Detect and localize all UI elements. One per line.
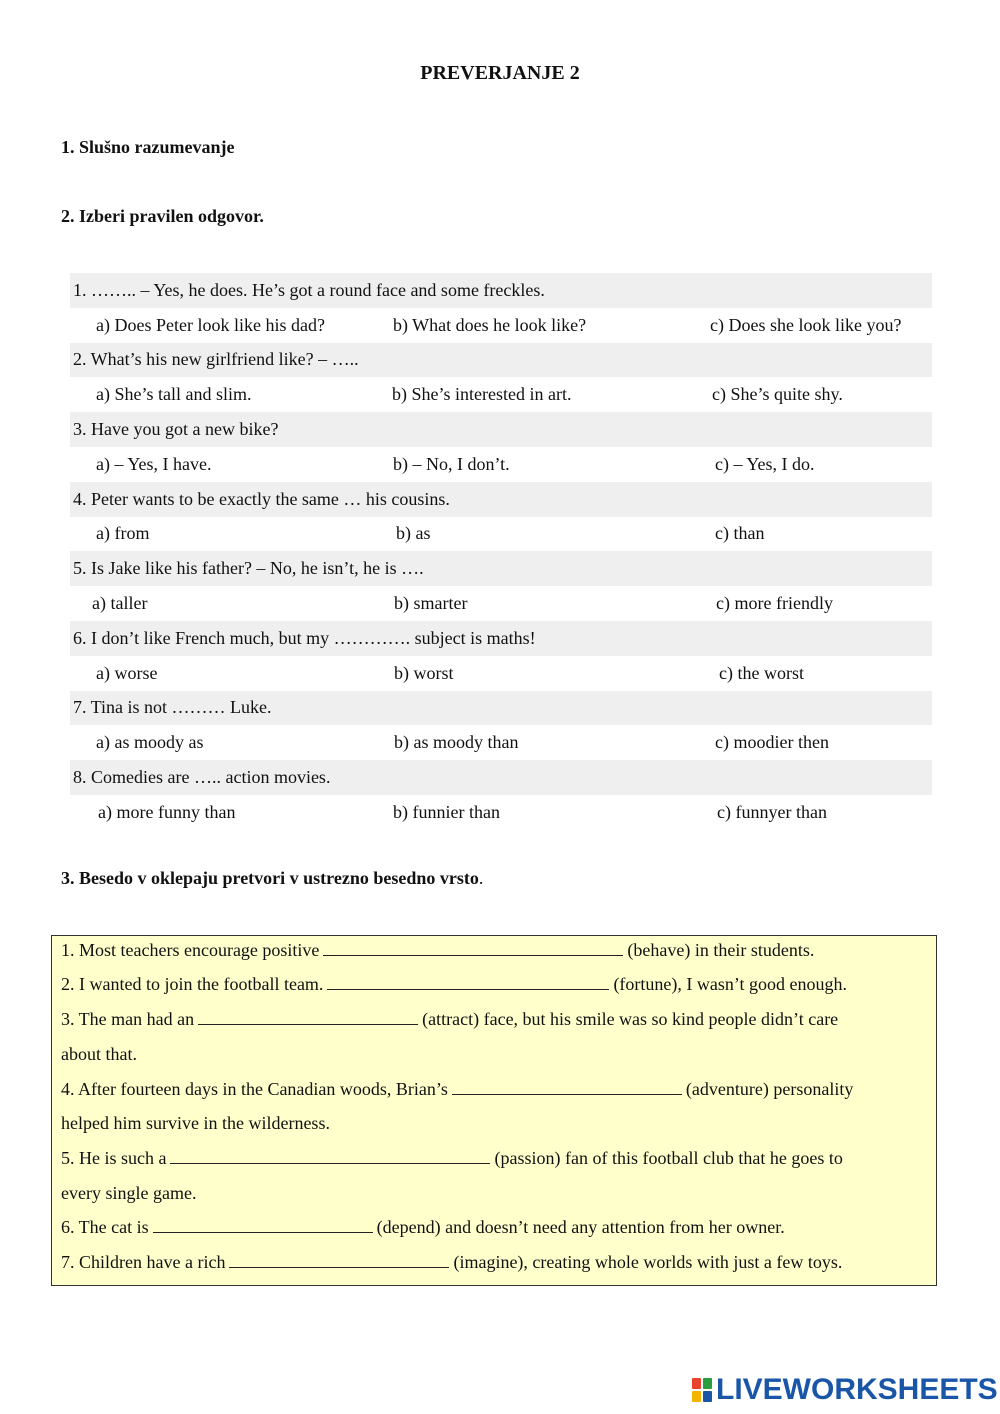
fill-line: [61, 1044, 137, 1065]
option-c[interactable]: c) than: [715, 523, 765, 544]
question-text: 1. …….. – Yes, he does. He’s got a round face and some freckles.: [73, 279, 545, 300]
option-b[interactable]: b) – No, I don’t.: [393, 453, 510, 474]
answer-row: [70, 795, 932, 830]
page-title: PREVERJANJE 2: [420, 62, 580, 84]
answer-row: [70, 586, 932, 621]
fill-line: [61, 1009, 838, 1030]
option-c[interactable]: c) Does she look like you?: [710, 314, 902, 335]
line-text: 3. The man had an: [61, 1009, 195, 1029]
fill-line: [61, 1252, 842, 1273]
fill-line: [61, 1217, 785, 1238]
fill-line: [61, 1079, 853, 1100]
option-a[interactable]: a) taller: [92, 593, 148, 614]
question-text: 8. Comedies are ….. action movies.: [73, 767, 331, 788]
answer-row: [70, 447, 932, 482]
answer-row: [70, 656, 932, 691]
word-formation-box: [51, 935, 937, 1286]
fill-line: [61, 1113, 330, 1134]
option-b[interactable]: b) funnier than: [393, 801, 500, 822]
fill-line: [61, 1183, 196, 1204]
option-b[interactable]: b) as: [396, 523, 431, 544]
question-row: [70, 760, 932, 795]
section2-heading: 2. Izberi pravilen odgovor.: [61, 206, 264, 226]
fill-line: [61, 974, 847, 995]
option-c[interactable]: c) She’s quite shy.: [712, 384, 843, 405]
fill-line: [61, 940, 814, 961]
line-text: (adventure) personality: [685, 1079, 854, 1099]
option-a[interactable]: a) worse: [96, 662, 158, 683]
section1-heading: 1. Slušno razumevanje: [61, 137, 235, 157]
logo-mark-icon: [692, 1378, 712, 1402]
answer-row: [70, 725, 932, 760]
answer-blank[interactable]: [229, 1253, 449, 1268]
option-b[interactable]: b) What does he look like?: [393, 314, 587, 335]
question-text: 6. I don’t like French much, but my …………. subject is maths!: [73, 627, 536, 648]
option-b[interactable]: b) She’s interested in art.: [392, 384, 572, 405]
answer-row: [70, 308, 932, 343]
line-text: about that.: [61, 1044, 137, 1064]
line-text: (behave) in their students.: [627, 940, 815, 960]
option-a[interactable]: a) as moody as: [96, 732, 204, 753]
section3-heading: [61, 868, 483, 889]
question-row: [70, 691, 932, 726]
line-text: (fortune), I wasn’t good enough.: [613, 974, 848, 994]
line-text: helped him survive in the wilderness.: [61, 1113, 330, 1133]
option-a[interactable]: a) Does Peter look like his dad?: [96, 314, 325, 335]
option-c[interactable]: c) more friendly: [716, 593, 833, 614]
answer-blank[interactable]: [198, 1010, 418, 1025]
answer-blank[interactable]: [323, 941, 623, 956]
option-a[interactable]: a) – Yes, I have.: [96, 453, 212, 474]
question-text: 4. Peter wants to be exactly the same … his cousins.: [73, 488, 450, 509]
option-c[interactable]: c) – Yes, I do.: [715, 453, 815, 474]
answer-row: [70, 377, 932, 412]
option-a[interactable]: a) She’s tall and slim.: [96, 384, 252, 405]
option-c[interactable]: c) funnyer than: [717, 801, 827, 822]
question-row: [70, 551, 932, 586]
question-row: [70, 412, 932, 447]
line-text: (depend) and doesn’t need any attention from her owner.: [376, 1217, 785, 1237]
answer-blank[interactable]: [327, 975, 609, 990]
option-b[interactable]: b) smarter: [394, 593, 468, 614]
line-text: (passion) fan of this football club that he goes to: [494, 1148, 843, 1168]
option-b[interactable]: b) as moody than: [394, 732, 519, 753]
logo-text: LIVEWORKSHEETS: [716, 1373, 998, 1406]
option-c[interactable]: c) the worst: [719, 662, 804, 683]
question-row: [70, 273, 932, 308]
question-row: [70, 621, 932, 656]
answer-blank[interactable]: [452, 1080, 682, 1095]
section3-heading-period: .: [478, 868, 484, 888]
line-text: (attract) face, but his smile was so kind people didn’t care: [422, 1009, 839, 1029]
option-a[interactable]: a) from: [96, 523, 150, 544]
multiple-choice-list: [70, 273, 932, 830]
line-text: 5. He is such a: [61, 1148, 167, 1168]
option-a[interactable]: a) more funny than: [98, 801, 236, 822]
question-text: 3. Have you got a new bike?: [73, 419, 279, 440]
fill-line: [61, 1148, 843, 1169]
question-row: [70, 482, 932, 517]
line-text: 6. The cat is: [61, 1217, 149, 1237]
question-text: 7. Tina is not ……… Luke.: [73, 697, 272, 718]
line-text: 7. Children have a rich: [61, 1252, 226, 1272]
answer-row: [70, 517, 932, 552]
option-b[interactable]: b) worst: [394, 662, 454, 683]
line-text: 2. I wanted to join the football team.: [61, 974, 324, 994]
question-text: 5. Is Jake like his father? – No, he isn’t, he is ….: [73, 558, 424, 579]
question-text: 2. What’s his new girlfriend like? – …..: [73, 349, 359, 370]
answer-blank[interactable]: [170, 1149, 490, 1164]
section3-heading-text: 3. Besedo v oklepaju pretvori v ustrezno besedno vrsto: [61, 868, 479, 888]
option-c[interactable]: c) moodier then: [715, 732, 829, 753]
line-text: every single game.: [61, 1183, 197, 1203]
answer-blank[interactable]: [153, 1218, 373, 1233]
line-text: 1. Most teachers encourage positive: [61, 940, 320, 960]
liveworksheets-logo: [692, 1373, 998, 1407]
line-text: 4. After fourteen days in the Canadian woods, Brian’s: [61, 1079, 448, 1099]
question-row: [70, 343, 932, 378]
line-text: (imagine), creating whole worlds with just a few toys.: [453, 1252, 843, 1272]
